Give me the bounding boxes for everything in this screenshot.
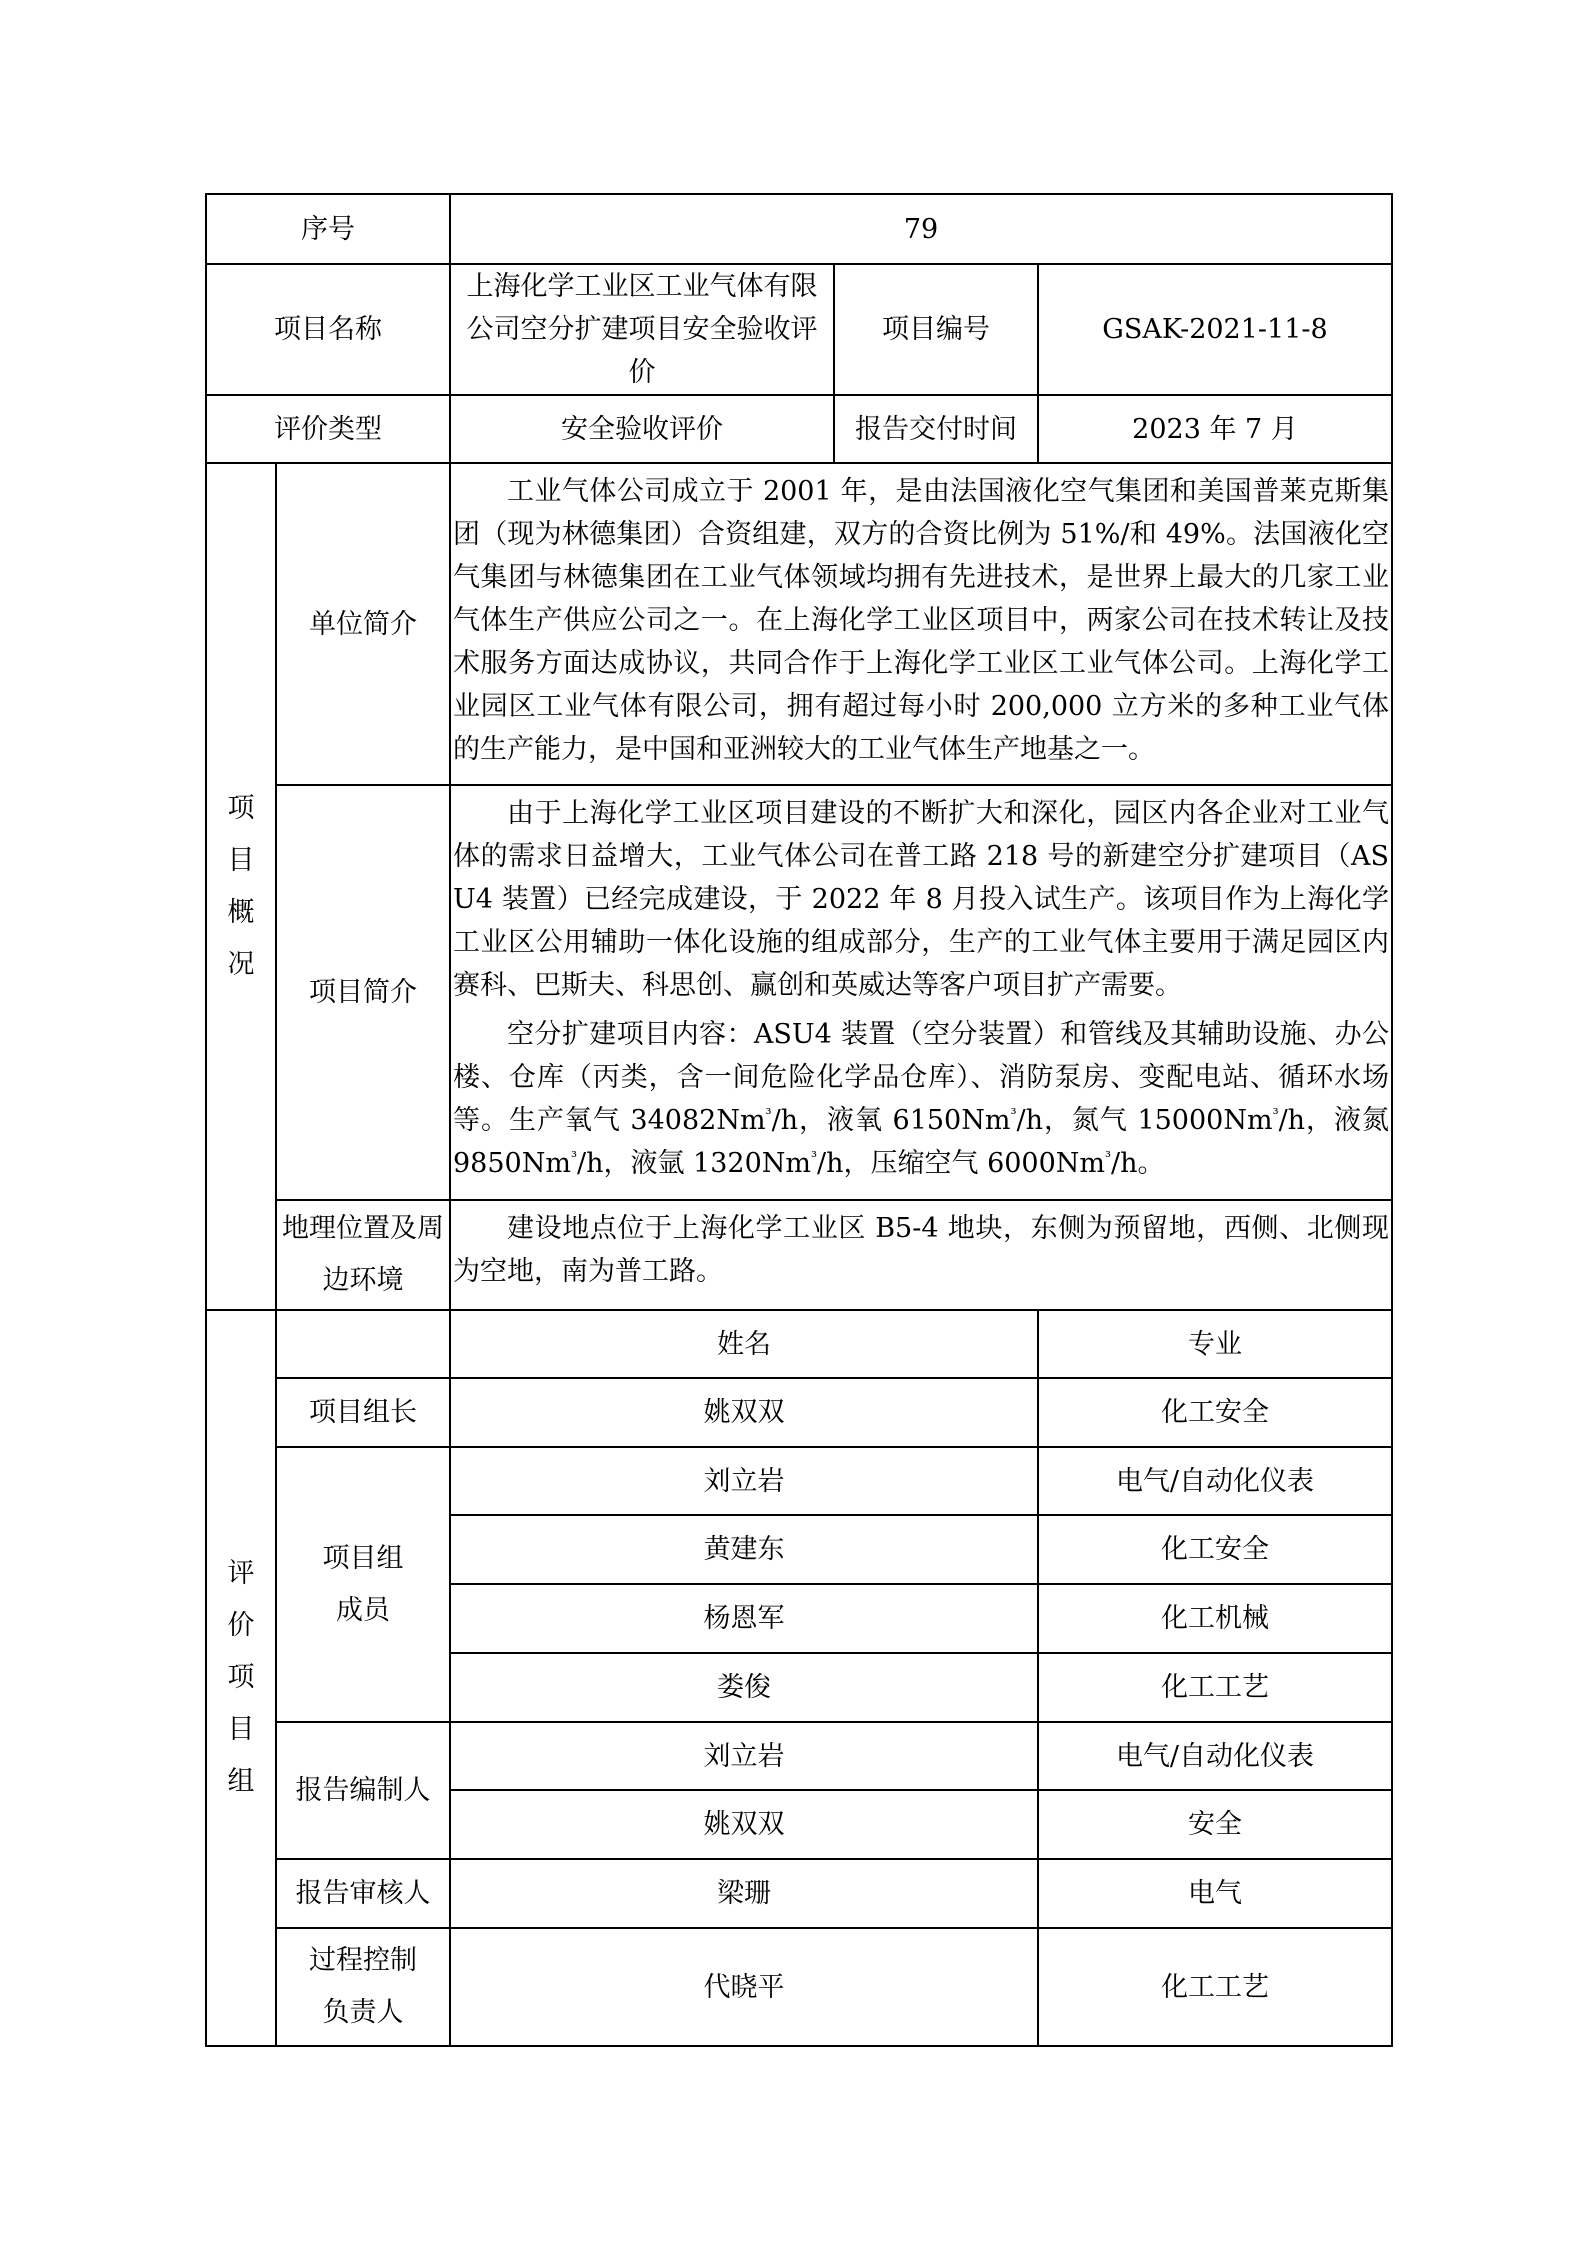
leader-row [206, 1378, 1392, 1447]
location-paragraph: 建设地点位于上海化学工业区 B5-4 地块，东侧为预留地，西侧、北侧现为空地，南为普工路。 [453, 1213, 1389, 1287]
unit-intro-row [206, 463, 1392, 785]
process-label: 过程控制负责人 [276, 1928, 450, 2046]
unit-intro-text [450, 463, 1392, 785]
eval-type-row [206, 395, 1392, 463]
member-name: 黄建东 [450, 1515, 1038, 1584]
project-intro-label: 项目简介 [276, 785, 450, 1200]
process-row [206, 1928, 1392, 2046]
process-major: 化工工艺 [1038, 1928, 1392, 2046]
project-code-label: 项目编号 [834, 264, 1038, 395]
project-intro-paragraph-1: 由于上海化学工业区项目建设的不断扩大和深化，园区内各企业对工业气体的需求日益增大，工业气体公司在普工路 218 号的新建空分扩建项目（ASU4 装置）已经完成建设，于 2022 年 8 月投入试生产。该项目作为上海化学工业区公用辅助一体化设施的组成部分，生产的工业气体主要用于满足园区内赛科、巴斯夫、科思创、赢创和英威达等客户项目扩产需要。 [453, 798, 1389, 1001]
team-header-empty [276, 1310, 450, 1378]
reviewer-label: 报告审核人 [276, 1859, 450, 1928]
reviewer-row [206, 1859, 1392, 1928]
leader-major: 化工安全 [1038, 1378, 1392, 1447]
process-name: 代晓平 [450, 1928, 1038, 2046]
writer-row [206, 1722, 1392, 1790]
project-intro-row [206, 785, 1392, 1200]
seq-row [206, 194, 1392, 264]
writer-major: 安全 [1038, 1790, 1392, 1859]
eval-type-value: 安全验收评价 [450, 395, 834, 463]
member-name: 杨恩军 [450, 1584, 1038, 1653]
reviewer-major: 电气 [1038, 1859, 1392, 1928]
seq-label: 序号 [206, 194, 450, 264]
seq-value: 79 [450, 194, 1392, 264]
members-label: 项目组成员 [276, 1447, 450, 1722]
writer-name: 姚双双 [450, 1790, 1038, 1859]
member-row [206, 1447, 1392, 1515]
member-major: 电气/自动化仪表 [1038, 1447, 1392, 1515]
location-label: 地理位置及周边环境 [276, 1200, 450, 1310]
member-name: 刘立岩 [450, 1447, 1038, 1515]
member-major: 化工工艺 [1038, 1653, 1392, 1722]
project-intro-paragraph-2: 空分扩建项目内容：ASU4 装置（空分装置）和管线及其辅助设施、办公楼、仓库（丙类，含一间危险化学品仓库）、消防泵房、变配电站、循环水场等。生产氧气 $34082Nm^{^3}/h$，液氧 $6150Nm^{^3}/h$，氮气 $15000Nm^{^3}/h$，液氮 $9850Nm^{^3}/h$，液氩 $1320Nm^{^3}/h$，压缩空气 $6000Nm^{^3}/h$。 [453, 1019, 1389, 1179]
team-label: 评价项目组 [206, 1310, 276, 2046]
delivery-label: 报告交付时间 [834, 395, 1038, 463]
delivery-value: 2023 年 7 月 [1038, 395, 1392, 463]
leader-name: 姚双双 [450, 1378, 1038, 1447]
unit-intro-label: 单位简介 [276, 463, 450, 785]
unit-intro-paragraph: 工业气体公司成立于 2001 年，是由法国液化空气集团和美国普莱克斯集团（现为林德集团）合资组建，双方的合资比例为 51%/和 49%。法国液化空气集团与林德集团在工业气体领域均拥有先进技术，是世界上最大的几家工业气体生产供应公司之一。在上海化学工业区项目中，两家公司在技术转让及技术服务方面达成协议，共同合作于上海化学工业区工业气体公司。上海化学工业园区工业气体有限公司，拥有超过每小时 200,000 立方米的多种工业气体的生产能力，是中国和亚洲较大的工业气体生产地基之一。 [453, 476, 1389, 765]
project-name-row [206, 264, 1392, 395]
location-text [450, 1200, 1392, 1310]
team-col-name: 姓名 [450, 1310, 1038, 1378]
project-name-label: 项目名称 [206, 264, 450, 395]
member-major: 化工安全 [1038, 1515, 1392, 1584]
location-row [206, 1200, 1392, 1310]
writer-major: 电气/自动化仪表 [1038, 1722, 1392, 1790]
team-col-major: 专业 [1038, 1310, 1392, 1378]
leader-label: 项目组长 [276, 1378, 450, 1447]
project-name-value: 上海化学工业区工业气体有限公司空分扩建项目安全验收评价 [450, 264, 834, 395]
overview-label: 项目概况 [206, 463, 276, 1310]
eval-type-label: 评价类型 [206, 395, 450, 463]
member-major: 化工机械 [1038, 1584, 1392, 1653]
member-name: 娄俊 [450, 1653, 1038, 1722]
project-info-table [205, 193, 1393, 2047]
reviewer-name: 梁珊 [450, 1859, 1038, 1928]
writer-label: 报告编制人 [276, 1722, 450, 1859]
project-code-value: GSAK-2021-11-8 [1038, 264, 1392, 395]
writer-name: 刘立岩 [450, 1722, 1038, 1790]
team-header-row [206, 1310, 1392, 1378]
project-intro-text [450, 785, 1392, 1200]
